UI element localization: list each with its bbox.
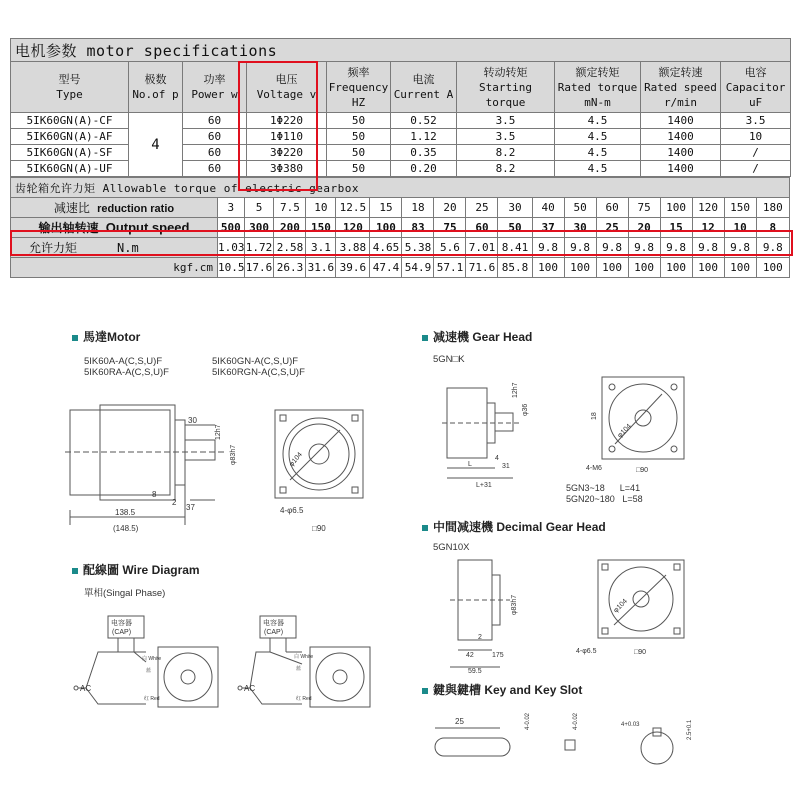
torque-nm-unit: N.m — [117, 241, 139, 255]
ratio-cell: 180 — [756, 198, 789, 218]
spec-header-3-en: Voltage v — [256, 88, 317, 101]
torque-kgf-cell: 100 — [660, 258, 692, 278]
gearhead-section-title — [422, 328, 532, 345]
cap-label-en-1: (CAP) — [112, 629, 132, 636]
spec-cell-cap: 10 — [721, 129, 791, 145]
motor-title-text: 馬達Motor — [83, 330, 141, 344]
motor-spec-table — [10, 38, 791, 177]
motor-dim-shaft: 12h7 — [215, 424, 222, 440]
spec-cell-cap: / — [721, 145, 791, 161]
spec-header-5-en: Current A — [393, 88, 454, 101]
wire-red-1: 红 Red — [144, 696, 160, 702]
gh-dim-shaft: 12h7 — [512, 382, 519, 398]
torque-nm-cell: 3.88 — [336, 238, 370, 258]
torque-kgf-cell: 100 — [692, 258, 724, 278]
spec-header-1-cn: 极数 — [144, 73, 167, 86]
spec-cell-rated_speed: 1400 — [641, 129, 721, 145]
gh-dim-18: 18 — [591, 412, 598, 420]
ratio-cell: 3 — [217, 198, 244, 218]
spec-cell-type: 5IK60GN(A)-AF — [11, 129, 129, 145]
spec-cell-current: 0.52 — [391, 113, 457, 129]
spec-header-0-cn: 型号 — [58, 73, 81, 86]
spec-sheet — [10, 38, 790, 278]
ratio-cell: 100 — [660, 198, 692, 218]
spec-header-row — [11, 62, 791, 113]
torque-nm-cell: 2.58 — [274, 238, 306, 258]
spec-cell-freq: 50 — [327, 113, 391, 129]
speed-cell: 25 — [596, 218, 628, 238]
gh-dim-l31: L+31 — [476, 482, 492, 489]
spec-cell-start: 3.5 — [457, 129, 555, 145]
spec-cell-power: 60 — [183, 161, 247, 177]
ratio-cell: 5 — [244, 198, 274, 218]
spec-cell-rated_torque: 4.5 — [555, 113, 641, 129]
spec-header-6-en: Starting — [479, 80, 532, 94]
motor-dim-8: 8 — [152, 490, 157, 499]
speed-cell: 120 — [336, 218, 370, 238]
gearhead-side-drawing — [432, 368, 532, 493]
spec-row — [11, 145, 791, 161]
spec-header-7-en2: mN-m — [584, 95, 611, 109]
torque-nm-cell: 9.8 — [628, 238, 660, 258]
dec-dim-175: 175 — [492, 652, 504, 659]
ac-label-1: AC — [80, 684, 92, 693]
torque-kgf-cell: 39.6 — [336, 258, 370, 278]
ratio-cell: 50 — [564, 198, 596, 218]
gh-dim-31: 31 — [502, 463, 510, 470]
torque-nm-cell: 9.8 — [756, 238, 789, 258]
torque-kgf-row — [11, 258, 790, 278]
motor-models-right — [212, 356, 305, 378]
gh-dim-pcd: φ104 — [616, 422, 633, 440]
spec-cell-start: 3.5 — [457, 113, 555, 129]
bullet-icon — [422, 335, 428, 341]
spec-row — [11, 129, 791, 145]
gearbox-title: 齿轮箱允许力矩 Allowable torque of electric gearbox — [11, 178, 790, 198]
spec-header-9-en: Capacitor — [725, 80, 786, 94]
spec-cell-voltage: 1Φ110 — [247, 129, 327, 145]
dec-dim-595: 59.5 — [468, 668, 482, 675]
key-title-text: 鍵與鍵槽 Key and Key Slot — [433, 683, 583, 697]
spec-cell-voltage: 1Φ220 — [247, 113, 327, 129]
wire-blue-1: 蓝 — [146, 668, 152, 674]
spec-header-4-en2: HZ — [351, 95, 366, 109]
speed-cell: 50 — [498, 218, 532, 238]
spec-header-1-en: No.of p — [132, 88, 179, 101]
motor-models-left — [84, 356, 169, 378]
spec-header-8 — [641, 62, 721, 113]
key-section-title — [422, 681, 582, 698]
speed-cell: 300 — [244, 218, 274, 238]
spec-cell-current: 1.12 — [391, 129, 457, 145]
torque-kgf-cell: 31.6 — [306, 258, 336, 278]
torque-nm-cell: 9.8 — [564, 238, 596, 258]
spec-cell-freq: 50 — [327, 145, 391, 161]
spec-header-1 — [129, 62, 183, 113]
spec-cell-rated_torque: 4.5 — [555, 161, 641, 177]
spec-cell-type: 5IK60GN(A)-UF — [11, 161, 129, 177]
wire-title-text: 配線圖 Wire Diagram — [83, 563, 200, 577]
dec-dim-pcd: φ104 — [612, 597, 629, 615]
spec-cell-voltage: 3Φ220 — [247, 145, 327, 161]
speed-cell: 8 — [756, 218, 789, 238]
spec-header-7-en: Rated torque — [557, 80, 638, 94]
speed-cell: 37 — [532, 218, 564, 238]
wire-section-title — [72, 561, 200, 578]
spec-header-2-en: Power w — [191, 88, 238, 101]
torque-kgf-cell: 10.5 — [217, 258, 244, 278]
gh-dim-hole: 4-M6 — [586, 465, 602, 472]
torque-kgf-cell: 100 — [564, 258, 596, 278]
spec-header-6-en2: torque — [485, 95, 526, 109]
torque-kgf-unit: kgf.cm — [11, 258, 218, 278]
spec-cell-type: 5IK60GN(A)-SF — [11, 145, 129, 161]
speed-cell: 30 — [564, 218, 596, 238]
speed-cell: 500 — [217, 218, 244, 238]
spec-cell-type: 5IK60GN(A)-CF — [11, 113, 129, 129]
ac-label-2: AC — [244, 684, 256, 693]
spec-header-5-cn: 电流 — [412, 73, 435, 86]
key-drawing — [425, 700, 715, 790]
spec-header-4 — [327, 62, 391, 113]
decimal-front-drawing — [576, 555, 696, 660]
torque-nm-cell: 9.8 — [692, 238, 724, 258]
spec-header-3 — [247, 62, 327, 113]
torque-kgf-cell: 57.1 — [434, 258, 466, 278]
motor-dim-sq: □90 — [312, 524, 326, 533]
gearbox-table — [10, 177, 790, 278]
bullet-icon — [72, 568, 78, 574]
motor-model-1: 5IK60A-A(C,S,U)F — [84, 356, 163, 367]
ratio-cell: 30 — [498, 198, 532, 218]
speed-cell: 150 — [306, 218, 336, 238]
key-dim-25: 25 — [455, 717, 464, 726]
spec-header-9 — [721, 62, 791, 113]
gh-len-value-1: L=41 — [619, 483, 641, 493]
gh-dim-36: φ36 — [522, 403, 529, 416]
torque-kgf-cell: 54.9 — [402, 258, 434, 278]
motor-dim-30: 30 — [188, 416, 197, 425]
speed-cell: 12 — [692, 218, 724, 238]
cap-label-en-2: (CAP) — [264, 629, 284, 636]
wire-white-1: 白 White — [142, 656, 162, 662]
ratio-cell: 60 — [596, 198, 628, 218]
motor-dim-pilot: φ83h7 — [230, 444, 237, 465]
spec-cell-rated_speed: 1400 — [641, 145, 721, 161]
cap-label-1: 电容器 — [111, 620, 132, 627]
ratio-cell: 75 — [628, 198, 660, 218]
torque-kgf-cell: 100 — [724, 258, 756, 278]
motor-dim-len: 138.5 — [115, 508, 136, 517]
torque-nm-cell: 8.41 — [498, 238, 532, 258]
motor-section-title — [72, 328, 140, 345]
spec-header-5 — [391, 62, 457, 113]
motor-front-drawing — [270, 405, 380, 535]
spec-cell-power: 60 — [183, 145, 247, 161]
torque-nm-cell: 9.8 — [596, 238, 628, 258]
spec-header-7-cn: 额定转矩 — [575, 65, 620, 79]
spec-header-9-en2: uF — [748, 95, 763, 109]
spec-header-2-cn: 功率 — [203, 73, 226, 86]
wire-red-2: 红 Red — [296, 696, 312, 702]
motor-model-2: 5IK60RA-A(C,S,U)F — [84, 367, 169, 378]
torque-nm-cell: 1.03 — [217, 238, 244, 258]
spec-row — [11, 161, 791, 177]
ratio-cell: 25 — [466, 198, 498, 218]
torque-kgf-cell: 85.8 — [498, 258, 532, 278]
speed-label-cn: 输出轴转速 — [38, 221, 99, 235]
spec-title: 电机参数 motor specifications — [11, 39, 791, 62]
torque-nm-cell: 4.65 — [370, 238, 402, 258]
ratio-cell: 40 — [532, 198, 564, 218]
gh-len-model-1: 5GN3~18 — [566, 483, 605, 493]
gh-dim-sq: □90 — [636, 467, 649, 474]
torque-kgf-cell: 100 — [756, 258, 789, 278]
wire-diagram-1 — [68, 612, 228, 722]
spec-cell-rated_torque: 4.5 — [555, 145, 641, 161]
ratio-row — [11, 198, 790, 218]
spec-cell-start: 8.2 — [457, 145, 555, 161]
speed-cell: 83 — [402, 218, 434, 238]
spec-cell-rated_speed: 1400 — [641, 113, 721, 129]
spec-row — [11, 113, 791, 129]
ratio-cell: 10 — [306, 198, 336, 218]
speed-cell: 100 — [370, 218, 402, 238]
speed-cell: 20 — [628, 218, 660, 238]
gh-dim-l: L — [468, 461, 472, 468]
spec-cell-start: 8.2 — [457, 161, 555, 177]
key-dim-25b: 2.5+0.1 — [687, 719, 693, 740]
spec-header-2 — [183, 62, 247, 113]
decimal-section-title — [422, 518, 606, 535]
spec-cell-cap: / — [721, 161, 791, 177]
speed-cell: 75 — [434, 218, 466, 238]
decimal-side-drawing — [430, 555, 540, 675]
spec-cell-power: 60 — [183, 113, 247, 129]
torque-nm-cell: 1.72 — [244, 238, 274, 258]
decimal-title-text: 中間减速機 Decimal Gear Head — [433, 520, 606, 534]
torque-nm-cell: 5.38 — [402, 238, 434, 258]
torque-kgf-cell: 47.4 — [370, 258, 402, 278]
gearhead-title-text: 减速機 Gear Head — [433, 330, 533, 344]
ratio-cell: 12.5 — [336, 198, 370, 218]
ratio-label-en: reduction ratio — [97, 203, 175, 215]
spec-header-4-cn: 频率 — [347, 65, 370, 79]
torque-kgf-cell: 100 — [596, 258, 628, 278]
ratio-cell: 18 — [402, 198, 434, 218]
wire-white-2: 白 White — [294, 654, 314, 660]
ratio-cell: 7.5 — [274, 198, 306, 218]
spec-cell-current: 0.20 — [391, 161, 457, 177]
dec-dim-sq: □90 — [634, 649, 647, 656]
motor-dim-len2: (148.5) — [113, 524, 139, 533]
motor-dim-2: 2 — [172, 498, 177, 507]
gh-dim-4: 4 — [495, 455, 499, 462]
decimal-model: 5GN10X — [433, 542, 470, 553]
dec-dim-42: 42 — [466, 652, 474, 659]
wire-phase-label: 單相(Singal Phase) — [84, 588, 166, 599]
spec-poles: 4 — [129, 113, 183, 177]
spec-header-6 — [457, 62, 555, 113]
gh-len-value-2: L=58 — [622, 494, 643, 504]
ratio-cell: 150 — [724, 198, 756, 218]
spec-cell-freq: 50 — [327, 129, 391, 145]
spec-cell-voltage: 3Φ380 — [247, 161, 327, 177]
spec-header-8-cn: 额定转速 — [658, 65, 703, 79]
spec-cell-freq: 50 — [327, 161, 391, 177]
torque-nm-cell: 9.8 — [532, 238, 564, 258]
torque-kgf-cell: 100 — [628, 258, 660, 278]
ratio-cell: 20 — [434, 198, 466, 218]
bullet-icon — [422, 525, 428, 531]
spec-cell-rated_torque: 4.5 — [555, 129, 641, 145]
torque-kgf-cell: 26.3 — [274, 258, 306, 278]
key-dim-4b: 4-0.02 — [573, 712, 579, 730]
spec-cell-cap: 3.5 — [721, 113, 791, 129]
wire-diagram-2 — [232, 612, 392, 722]
speed-cell: 60 — [466, 218, 498, 238]
spec-header-7 — [555, 62, 641, 113]
torque-label-text: 允许力矩 — [29, 241, 78, 255]
gearhead-lengths — [566, 483, 643, 505]
spec-header-4-en: Frequency — [328, 80, 389, 94]
dec-dim-hole: 4-φ6.5 — [576, 648, 597, 655]
torque-nm-row — [11, 238, 790, 258]
spec-header-6-cn: 转动转矩 — [483, 65, 528, 79]
motor-model-4: 5IK60RGN-A(C,S,U)F — [212, 367, 305, 378]
ratio-label — [11, 198, 218, 218]
speed-cell: 10 — [724, 218, 756, 238]
speed-label — [11, 218, 218, 238]
spec-cell-power: 60 — [183, 129, 247, 145]
spec-header-9-cn: 电容 — [744, 65, 767, 79]
bullet-icon — [72, 335, 78, 341]
torque-nm-cell: 7.01 — [466, 238, 498, 258]
ratio-label-cn: 减速比 — [53, 201, 90, 215]
dec-dim-pilot: φ83h7 — [511, 594, 518, 615]
motor-dim-hole: 4-φ6.5 — [280, 506, 304, 515]
cap-label-2: 电容器 — [263, 620, 284, 627]
spec-cell-current: 0.35 — [391, 145, 457, 161]
dec-dim-2: 2 — [478, 634, 482, 641]
torque-kgf-cell: 71.6 — [466, 258, 498, 278]
motor-dim-37: 37 — [186, 503, 195, 512]
speed-label-en: Output speed — [105, 220, 190, 235]
torque-kgf-cell: 17.6 — [244, 258, 274, 278]
spec-cell-rated_speed: 1400 — [641, 161, 721, 177]
key-dim-4c: 4+0.03 — [621, 722, 640, 728]
wire-blue-2: 蓝 — [296, 666, 302, 672]
motor-side-drawing — [60, 385, 260, 540]
torque-kgf-cell: 100 — [532, 258, 564, 278]
output-speed-row — [11, 218, 790, 238]
motor-model-3: 5IK60GN-A(C,S,U)F — [212, 356, 299, 367]
speed-cell: 15 — [660, 218, 692, 238]
spec-header-0 — [11, 62, 129, 113]
bullet-icon — [422, 688, 428, 694]
gh-len-model-2: 5GN20~180 — [566, 494, 615, 504]
gearhead-model: 5GN□K — [433, 354, 465, 365]
speed-cell: 200 — [274, 218, 306, 238]
spec-header-0-en: Type — [56, 88, 83, 101]
torque-nm-cell: 9.8 — [724, 238, 756, 258]
spec-header-8-en2: r/min — [663, 95, 698, 109]
gearhead-front-drawing — [582, 372, 692, 484]
spec-header-3-cn: 电压 — [275, 73, 298, 86]
motor-dim-pcd: φ104 — [288, 451, 304, 469]
torque-label — [11, 238, 218, 258]
ratio-cell: 15 — [370, 198, 402, 218]
torque-nm-cell: 3.1 — [306, 238, 336, 258]
torque-nm-cell: 5.6 — [434, 238, 466, 258]
spec-header-8-en: Rated speed — [644, 80, 717, 94]
ratio-cell: 120 — [692, 198, 724, 218]
key-dim-4: 4-0.02 — [525, 712, 531, 730]
torque-nm-cell: 9.8 — [660, 238, 692, 258]
